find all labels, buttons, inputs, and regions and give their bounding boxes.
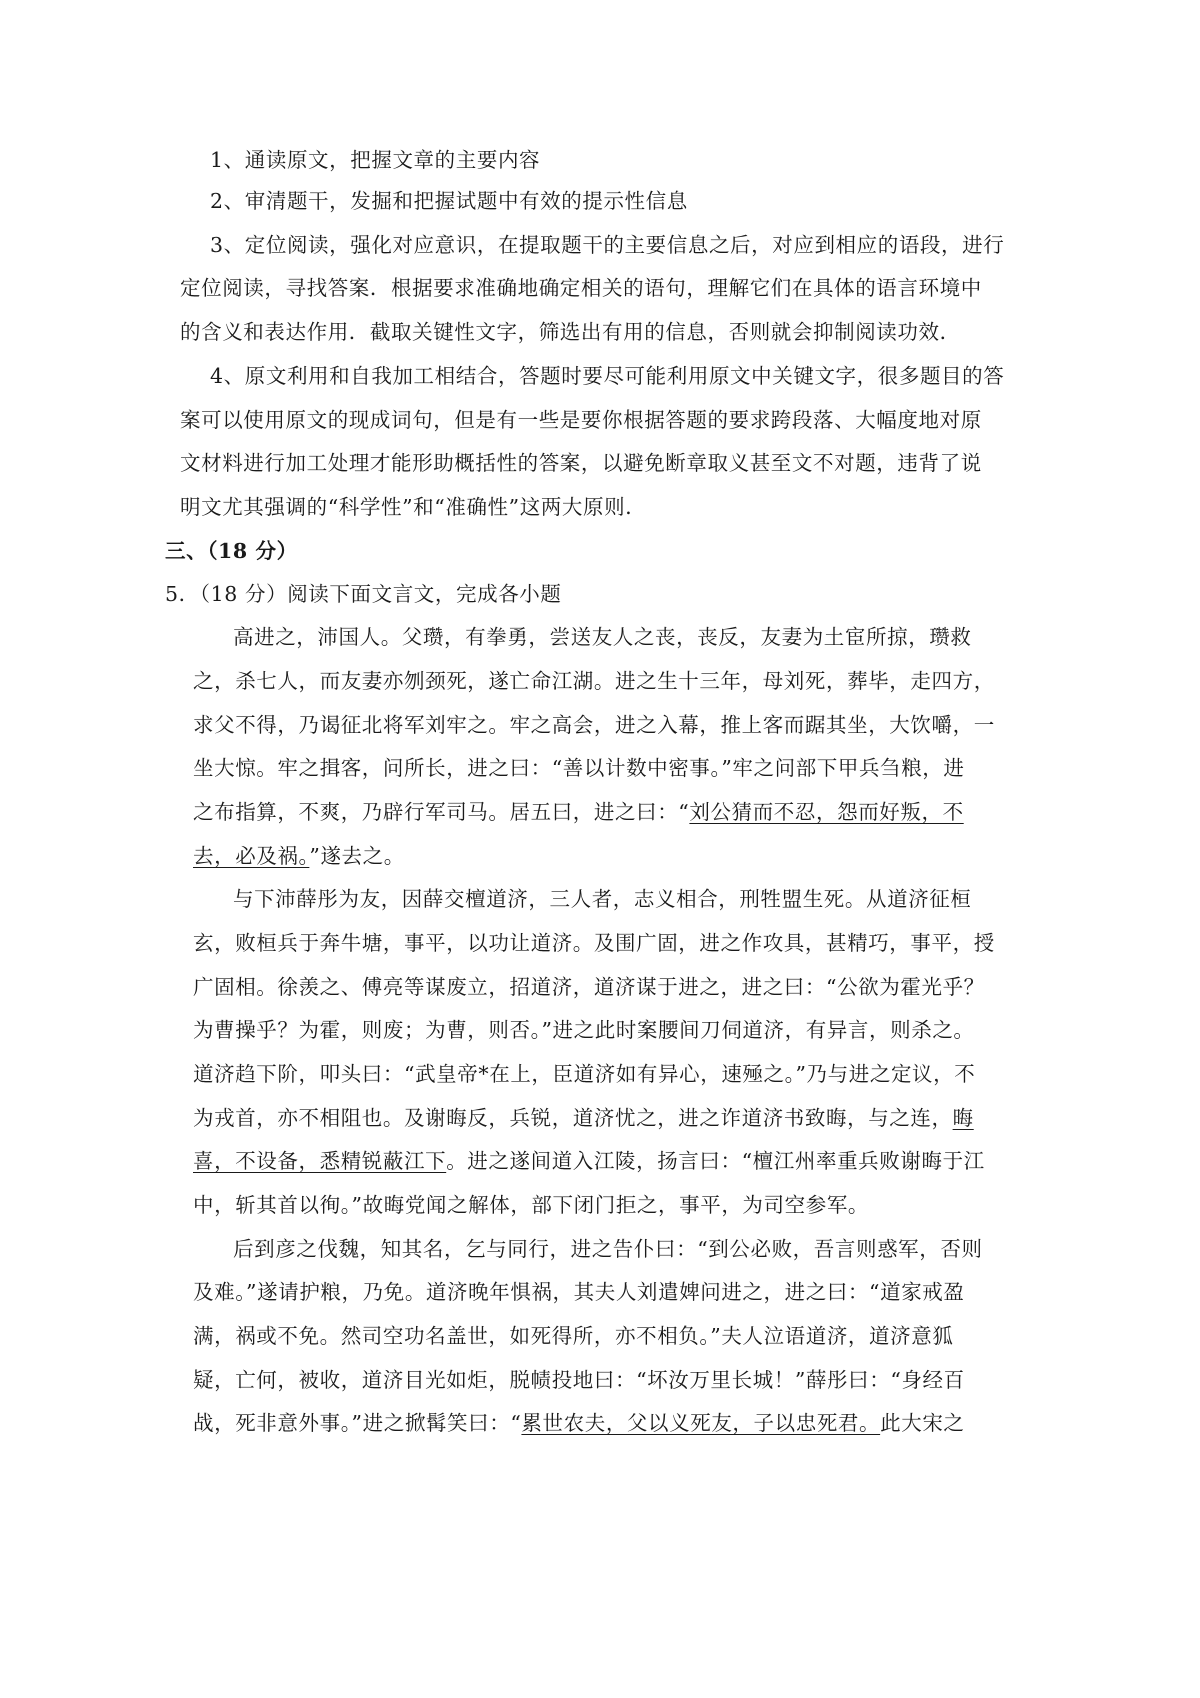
strategy-item-4-line-1: 4、原文利用和自我加工相结合，答题时要尽可能利用原文中关键文字，很多题目的答 [210,364,1005,388]
passage-p3-line-3: 满，祸或不免。然司空功名盖世，如死得所，亦不相负。”夫人泣语道济，道济意狐 [193,1324,954,1348]
strategy-item-3-line-3: 的含义和表达作用．截取关键性文字，筛选出有用的信息，否则就会抑制阅读功效． [180,320,961,344]
underlined-sentence-3: 累世农夫，父以义死友，子以忠死君。 [521,1411,881,1435]
passage-p2-line-3: 广固相。徐羡之、傅亮等谋废立，招道济，道济谋于进之，进之曰：“公欲为霍光乎？ [193,975,985,999]
passage-p1-line-4: 坐大惊。牢之揖客，问所长，进之曰：“善以计数中密事。”牢之问部下甲兵刍粮，进 [193,756,965,780]
passage-p1-line-5-text: 之布指算，不爽，乃辟行军司马。居五曰，进之曰：“ [193,800,690,824]
underlined-sentence-1b: 去，必及祸。 [193,844,310,868]
section-heading: 三、（18 分） [165,539,298,563]
passage-p2-line-7-text: 。进之遂间道入江陵，扬言曰：“檀江州率重兵败谢晦于江 [446,1149,985,1173]
passage-p2-line-6-text: 为戎首，亦不相阻也。及谢晦反，兵锐，道济忧之，进之诈道济书致晦，与之连， [193,1106,953,1130]
passage-p1-line-6 [193,842,405,870]
passage-p1-line-6-text: ”遂去之。 [309,844,405,868]
passage-p2-line-4: 为曹操乎？为霍，则废；为曹，则否。”进之此时案腰间刀伺道济，有异言，则杀之。 [193,1018,975,1042]
strategy-item-4-line-2: 案可以使用原文的现成词句，但是有一些是要你根据答题的要求跨段落、大幅度地对原 [180,408,982,432]
passage-p2-line-2: 玄，败桓兵于奔牛塘，事平，以功让道济。及围广固，进之作攻具，甚精巧，事平，授 [193,931,995,955]
passage-p1-line-2: 之，杀七人，而友妻亦刎颈死，遂亡命江湖。进之生十三年，母刘死，葬毕，走四方， [193,669,995,693]
passage-p2-line-6 [193,1104,974,1132]
passage-p2-line-7 [193,1147,985,1175]
strategy-item-2: 2、审清题干，发掘和把握试题中有效的提示性信息 [210,189,688,213]
question-5-prompt: 5．（18 分）阅读下面文言文，完成各小题 [165,582,562,606]
strategy-item-4-line-4: 明文尤其强调的“科学性”和“准确性”这两大原则． [180,495,647,519]
passage-p2-line-8: 中，斩其首以徇。”故晦党闻之解体，部下闭门拒之，事平，为司空参军。 [193,1193,870,1217]
passage-p2-line-1: 与下沛薛彤为友，因薛交檀道济，三人者，志义相合，刑牲盟生死。从道济征桓 [233,887,972,911]
strategy-item-4-line-3: 文材料进行加工处理才能形助概括性的答案，以避免断章取义甚至文不对题，违背了说 [180,451,982,475]
passage-p1-line-5 [193,798,964,826]
passage-p1-line-1: 高进之，沛国人。父瓒，有拳勇，尝送友人之丧，丧反，友妻为土宦所掠，瓒救 [233,625,972,649]
passage-p3-line-4: 疑，亡何，被收，道济目光如炬，脱帻投地曰：“坏汝万里长城！”薛彤曰：“身经百 [193,1368,965,1392]
passage-p1-line-3: 求父不得，乃谒征北将军刘牢之。牢之高会，进之入幕，推上客而踞其坐，大饮嚼，一 [193,713,995,737]
underlined-sentence-2a: 晦 [952,1106,974,1130]
passage-p3-line-5-text: 战，死非意外事。”进之掀髯笑曰：“ [193,1411,522,1435]
underlined-sentence-1a: 刘公猜而不忍，怨而好叛，不 [689,800,964,824]
underlined-sentence-2b: 喜，不设备，悉精锐蔽江下 [193,1149,447,1173]
passage-p3-line-5 [193,1409,965,1437]
passage-p3-line-2: 及难。”遂请护粮，乃免。道济晚年惧祸，其夫人刘遣婢问进之，进之曰：“道家戒盈 [193,1280,965,1304]
strategy-item-3-line-2: 定位阅读，寻找答案．根据要求准确地确定相关的语句，理解它们在具体的语言环境中 [180,276,982,300]
passage-p3-line-1: 后到彦之伐魏，知其名，乞与同行，进之告仆曰：“到公必败，吾言则惑军，否则 [233,1237,983,1261]
passage-p3-line-5-tail: 此大宋之 [880,1411,965,1435]
strategy-item-1: 1、通读原文，把握文章的主要内容 [210,148,541,172]
passage-p2-line-5: 道济趋下阶，叩头曰：“武皇帝*在上，臣道济如有异心，速殛之。”乃与进之定议，不 [193,1062,976,1086]
strategy-item-3-line-1: 3、定位阅读，强化对应意识，在提取题干的主要信息之后，对应到相应的语段，进行 [210,233,1005,257]
